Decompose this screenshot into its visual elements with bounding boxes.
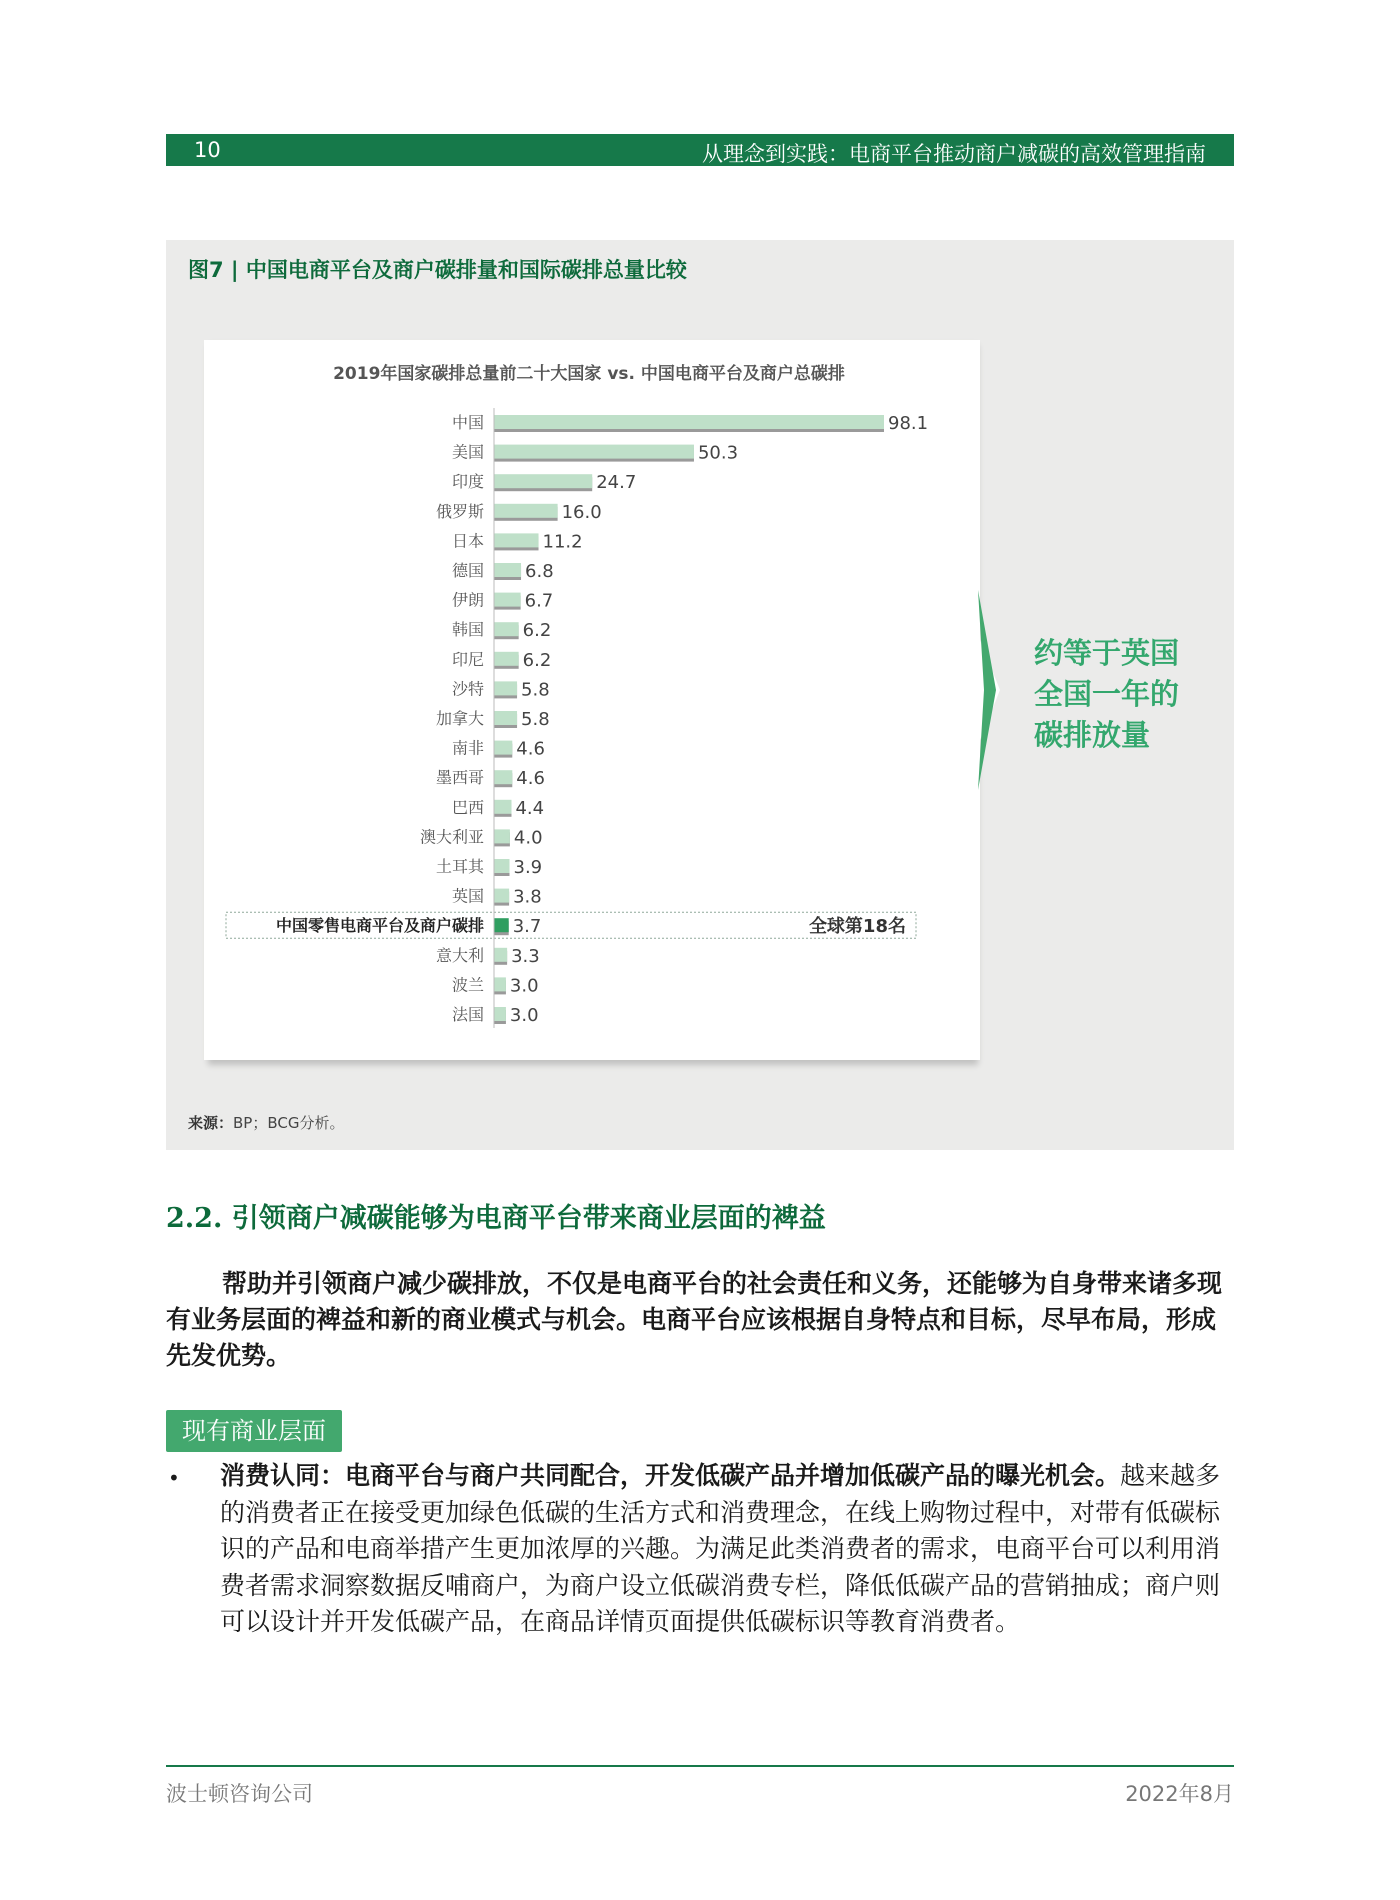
- footer-rule: [166, 1765, 1234, 1767]
- value-label: 6.2: [522, 649, 552, 671]
- category-label: 日本: [451, 531, 484, 551]
- value-label: 3.9: [513, 857, 543, 878]
- value-label: 3.0: [509, 975, 539, 997]
- value-label: 6.2: [522, 620, 552, 642]
- bar: [494, 681, 517, 695]
- value-label: 3.7: [512, 916, 542, 938]
- bar: [494, 415, 884, 429]
- category-label: 澳大利亚: [419, 827, 484, 847]
- category-label: 中国: [451, 413, 484, 432]
- category-label: 韩国: [451, 620, 484, 640]
- value-label: 24.7: [596, 472, 637, 494]
- bar: [494, 977, 506, 991]
- bullet-marker: •: [168, 1466, 180, 1490]
- category-label: 墨西哥: [435, 768, 484, 788]
- chart-callout: [1034, 633, 1179, 756]
- bar: [494, 948, 507, 962]
- bar: [494, 445, 694, 459]
- bar: [494, 504, 558, 518]
- category-label: 法国: [451, 1005, 484, 1024]
- value-label: 16.0: [561, 501, 602, 523]
- value-label: 4.4: [515, 797, 545, 819]
- bar: [494, 889, 509, 903]
- category-label: 印度: [451, 472, 484, 492]
- bullet-item: [220, 1458, 1236, 1641]
- category-label: 南非: [451, 738, 484, 758]
- callout-line: 碳排放量: [1034, 718, 1151, 752]
- section-heading: 2.2. 引领商户减碳能够为电商平台带来商业层面的裨益: [166, 1203, 826, 1234]
- category-label: 英国: [451, 886, 484, 906]
- value-label: 5.8: [521, 679, 550, 701]
- value-label: 50.3: [697, 442, 739, 464]
- category-label: 波兰: [451, 975, 484, 995]
- category-label: 印尼: [451, 649, 484, 669]
- bar: [494, 474, 592, 488]
- value-label: 5.8: [521, 709, 550, 730]
- bar: [494, 652, 519, 666]
- figure-source: [188, 1112, 344, 1133]
- category-label: 沙特: [451, 679, 484, 699]
- category-label: 加拿大: [435, 709, 484, 728]
- bar: [494, 770, 512, 784]
- callout-line: 全国一年的: [1034, 677, 1180, 711]
- footer-company: 波士顿咨询公司: [166, 1782, 313, 1806]
- category-label: 美国: [451, 442, 484, 462]
- category-label: 意大利: [435, 945, 484, 965]
- rank-note: 全球第18名: [808, 916, 906, 938]
- value-label: 4.6: [516, 738, 545, 760]
- chart-title: 2019年国家碳排总量前二十大国家 vs. 中国电商平台及商户总碳排: [333, 364, 845, 384]
- value-label: 4.0: [513, 827, 543, 849]
- bullet-body: 越来越多的消费者正在接受更加绿色低碳的生活方式和消费理念，在线上购物过程中，对带有低碳标识的产品和电商举措产生更加浓厚的兴趣。为满足此类消费者的需求，电商平台可以利用消费者需求洞察数据反哺商户，为商户设立低碳消费专栏，降低低碳产品的营销抽成；商户则可以设计并开发低碳产品，在商品详情页面提供低碳标识等教育消费者。: [220, 1461, 1221, 1636]
- value-label: 4.6: [516, 768, 545, 790]
- source-text: BP；BCG分析。: [233, 1114, 345, 1132]
- bar: [494, 918, 509, 932]
- bar: [494, 829, 510, 843]
- chart-card: [204, 340, 974, 1060]
- bar: [494, 622, 519, 636]
- category-label: 伊朗: [451, 590, 484, 610]
- value-label: 6.7: [524, 590, 554, 612]
- bar: [494, 563, 521, 577]
- page-number: 10: [194, 138, 221, 162]
- bar: [494, 711, 517, 725]
- value-label: 3.3: [511, 945, 540, 967]
- callout-line: 约等于英国: [1034, 636, 1180, 670]
- bar: [494, 741, 512, 755]
- value-label: 3.8: [513, 886, 542, 908]
- bullet-title: 消费认同：电商平台与商户共同配合，开发低碳产品并增加低碳产品的曝光机会。: [220, 1461, 1121, 1490]
- figure-title: 图7 | 中国电商平台及商户碳排量和国际碳排总量比较: [188, 258, 687, 282]
- value-label: 3.0: [509, 1005, 539, 1026]
- category-label: 中国零售电商平台及商户碳排: [275, 916, 484, 936]
- bar: [494, 800, 511, 814]
- value-label: 6.8: [525, 561, 554, 582]
- category-label: 土耳其: [435, 857, 484, 876]
- bar-chart: [204, 340, 974, 1060]
- bar: [494, 533, 539, 547]
- category-label: 德国: [451, 561, 484, 580]
- value-label: 98.1: [888, 413, 929, 434]
- document-title: 从理念到实践：电商平台推动商户减碳的高效管理指南: [702, 142, 1206, 166]
- page-header: [166, 134, 1234, 166]
- category-label: 俄罗斯: [435, 501, 484, 521]
- category-label: 巴西: [451, 797, 484, 817]
- callout-arrow-icon: [974, 340, 1014, 1060]
- bar: [494, 1007, 506, 1021]
- figure-panel: [166, 240, 1234, 1150]
- subsection-tag: 现有商业层面: [166, 1410, 342, 1452]
- source-label: 来源：: [188, 1114, 234, 1132]
- footer-date: 2022年8月: [1125, 1782, 1234, 1806]
- value-label: 11.2: [542, 531, 583, 553]
- intro-paragraph: 帮助并引领商户减少碳排放，不仅是电商平台的社会责任和义务，还能够为自身带来诸多现有业务层面的裨益和新的商业模式与机会。电商平台应该根据自身特点和目标，尽早布局，形成先发优势。: [166, 1269, 1223, 1370]
- bar: [494, 859, 510, 873]
- bar: [494, 593, 521, 607]
